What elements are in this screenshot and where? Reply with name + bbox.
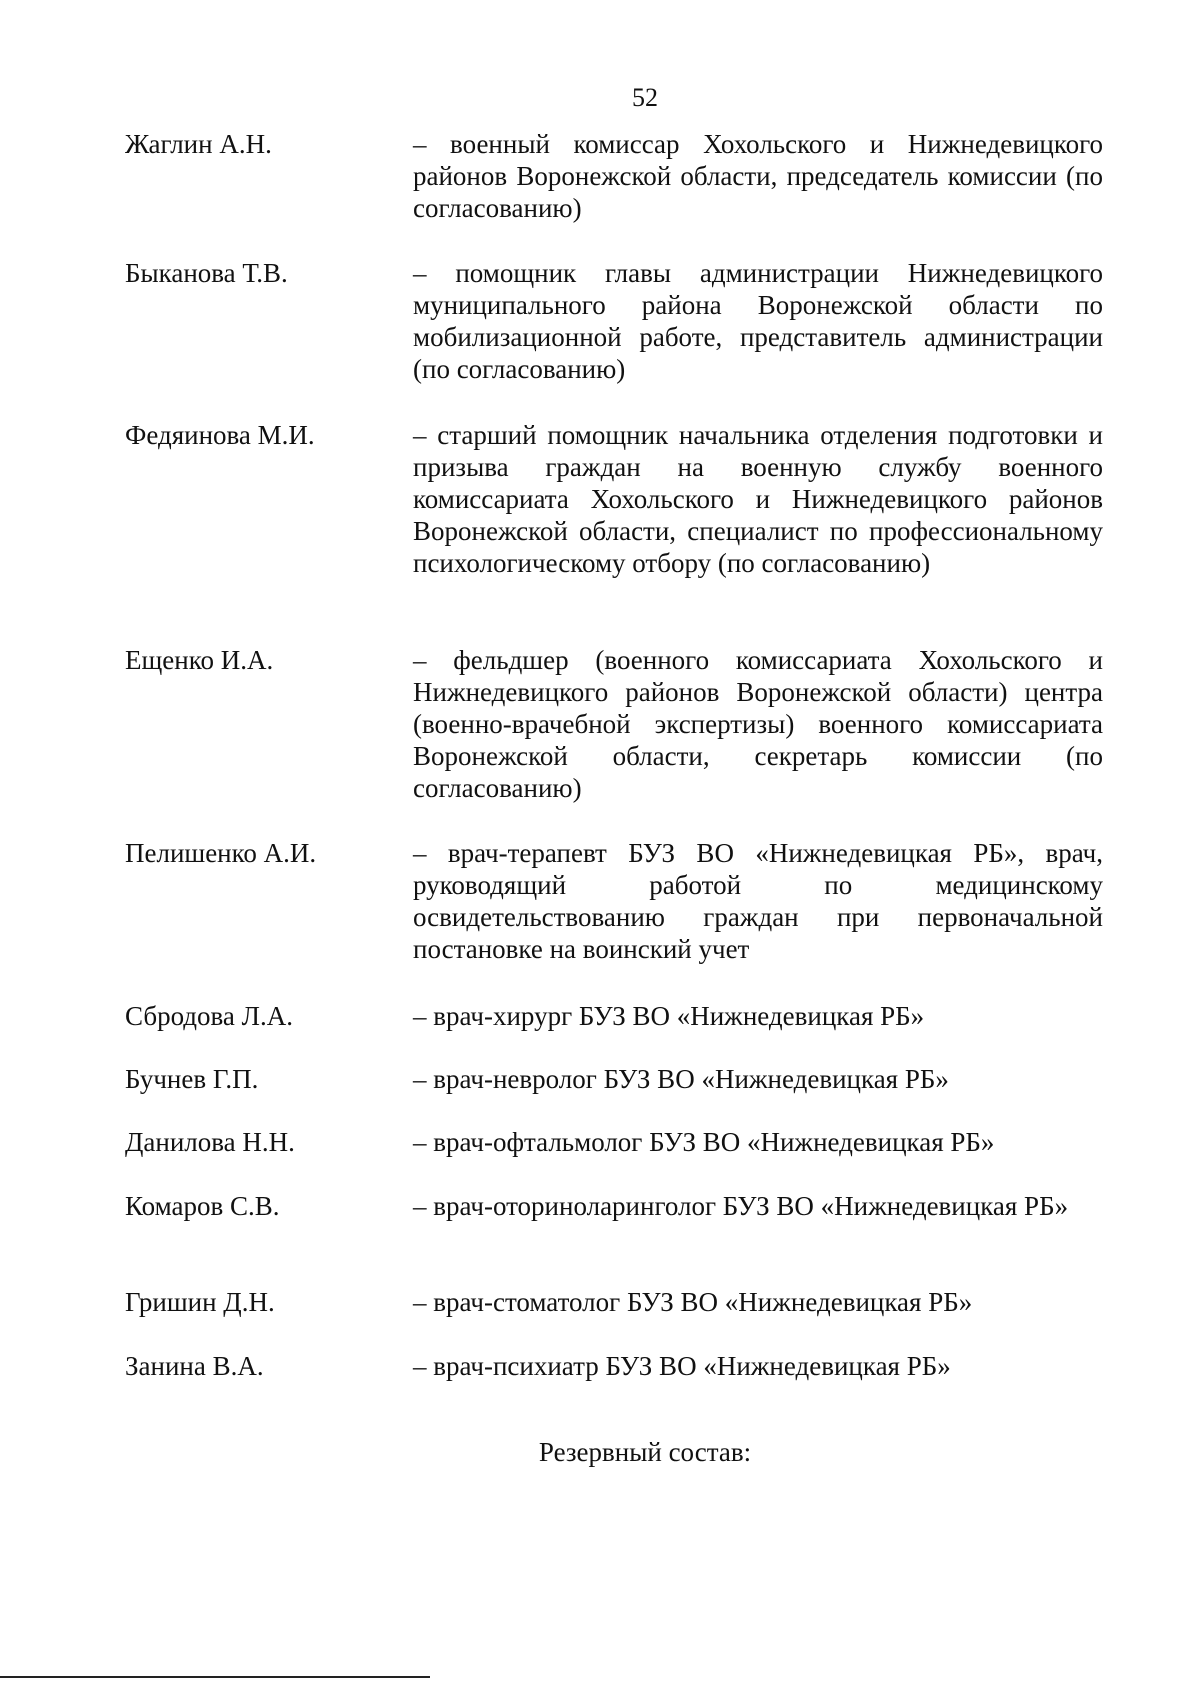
member-name: Занина В.А. <box>125 1351 264 1381</box>
reserve-section-title: Резервный состав: <box>538 1437 752 1467</box>
member-role: – старший помощник начальника отделения подготовки и призыва граждан на военную службу военного комиссариата Хохольского и Нижнедевицкого районов Воронежской области, специалист по профессиональному психологическому отбору (по согласованию) <box>413 420 1103 578</box>
member-name: Быканова Т.В. <box>125 258 288 288</box>
member-role: – врач-оториноларинголог БУЗ ВО «Нижнедевицкая РБ» <box>413 1191 1069 1221</box>
member-role: – врач-офтальмолог БУЗ ВО «Нижнедевицкая РБ» <box>413 1127 995 1157</box>
member-role: – врач-невролог БУЗ ВО «Нижнедевицкая РБ» <box>413 1064 949 1094</box>
member-name: Данилова Н.Н. <box>125 1127 295 1157</box>
member-name: Жаглин А.Н. <box>125 129 272 159</box>
member-name: Сбродова Л.А. <box>125 1001 293 1031</box>
page-bottom-rule <box>0 1676 430 1678</box>
member-name: Федяинова М.И. <box>125 420 315 450</box>
member-role: – фельдшер (военного комиссариата Хохольского и Нижнедевицкого районов Воронежской области) центра (военно-врачебной экспертизы) военного комиссариата Воронежской области, секретарь комиссии (по согласованию) <box>413 645 1103 803</box>
member-role: – врач-хирург БУЗ ВО «Нижнедевицкая РБ» <box>413 1001 925 1031</box>
member-name: Пелишенко А.И. <box>125 838 317 868</box>
page-number: 52 <box>632 83 658 112</box>
member-name: Гришин Д.Н. <box>125 1287 275 1317</box>
member-name: Ещенко И.А. <box>125 645 274 675</box>
member-name: Бучнев Г.П. <box>125 1064 259 1094</box>
member-role: – врач-стоматолог БУЗ ВО «Нижнедевицкая РБ» <box>413 1287 973 1317</box>
member-role: – врач-психиатр БУЗ ВО «Нижнедевицкая РБ» <box>413 1351 951 1381</box>
member-role: – врач-терапевт БУЗ ВО «Нижнедевицкая РБ», врач, руководящий работой по медицинскому освидетельствованию граждан при первоначальной постановке на воинский учет <box>413 838 1103 964</box>
member-name: Комаров С.В. <box>125 1191 280 1221</box>
member-role: – помощник главы администрации Нижнедевицкого муниципального района Воронежской области по мобилизационной работе, представитель администрации (по согласованию) <box>413 258 1103 384</box>
member-role: – военный комиссар Хохольского и Нижнедевицкого районов Воронежской области, председатель комиссии (по согласованию) <box>413 129 1103 223</box>
